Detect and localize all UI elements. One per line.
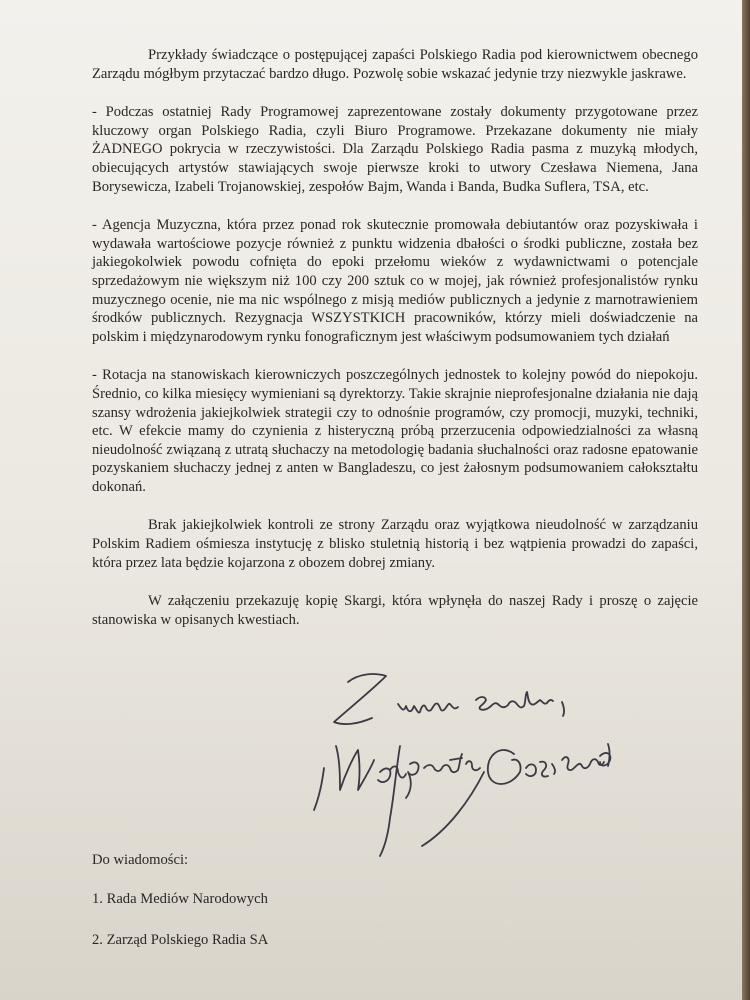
- paragraph-point-1: - Podczas ostatniej Rady Programowej zaprezentowane zostały dokumenty przygotowane przez kluczowy organ Polskiego Radia, czyli Biuro Programowe. Przekazane dokumenty nie miały ŻADNEGO pokrycia w rzeczywistości. Dla Zarządu Polskiego Radia pasma z muzyką młodych, obiecujących artystów stawiających swoje pierwsze kroki to utwory Czesława Niemena, Jana Borysewicza, Izabeli Trojanowskiej, zespołów Bajm, Wanda i Banda, Budka Suflera, TSA, etc.: [92, 104, 698, 195]
- letter-body: [92, 46, 698, 649]
- paragraph-intro: Przykłady świadczące o postępującej zapaści Polskiego Radia pod kierownictwem obecnego Zarządu mógłbym przytaczać bardzo długo. Pozwolę sobie wskazać jedynie trzy niezwykle jaskrawe.: [92, 47, 698, 82]
- cc-title: Do wiadomości:: [92, 852, 189, 868]
- handwritten-signature: [300, 660, 700, 860]
- paragraph-point-2: - Agencja Muzyczna, która przez ponad rok skutecznie promowała debiutantów oraz pozyskiwała i wydawała wartościowe pozycje również z punktu widzenia dbałości o środki publiczne, została bez jakiegokolwiek powodu cofnięta do epoki przełomu wieków z wydawnictwami o potencjale sprzedażowym nie większym niż 100 czy 200 sztuk co w mojej, jak również profesjonalistów rynku muzycznego ocenie, nie ma nic wspólnego z misją mediów publicznych a jedynie z marnotrawieniem środków publicznych. Rezygnacja WSZYSTKICH pracowników, którzy mieli doświadczenie na polskim i międzynarodowym rynku fonograficznym jest właściwym podsumowaniem tych działań: [92, 217, 698, 345]
- paragraph-attachment: W załączeniu przekazuję kopię Skargi, która wpłynęła do naszej Rady i proszę o zajęcie stanowiska w opisanych kwestiach.: [92, 593, 698, 628]
- paragraph-point-3: - Rotacja na stanowiskach kierowniczych poszczególnych jednostek to kolejny powód do niepokoju. Średnio, co kilka miesięcy wymieniani są dyrektorzy. Takie skrajnie nieprofesjonalne działania nie dają szansy wdrożenia jakiejkolwiek strategii czy to odnośnie programów, czy promocji, muzyki, techniki, etc. W efekcie mamy do czynienia z histeryczną próbą przerzucenia odpowiedzialności za własną nieudolność związaną z utratą słuchaczy na metodologię badania słuchalności oraz radosne epatowanie pozyskaniem słuchaczy jednej z anten w Bangladeszu, co jest żałosnym podsumowaniem całokształtu dokonań.: [92, 367, 698, 495]
- cc-item-media-council: 1. Rada Mediów Narodowych: [92, 891, 268, 907]
- background-edge: [742, 0, 750, 1000]
- paragraph-conclusion: Brak jakiejkolwiek kontroli ze strony Zarządu oraz wyjątkowa nieudolność w zarządzaniu Polskim Radiem ośmiesza instytucję z blisko stuletnią historią i bez wątpienia prowadzi do zapaści, która przez lata będzie kojarzona z obozem dobrej zmiany.: [92, 517, 698, 571]
- cc-item-radio-board: 2. Zarząd Polskiego Radia SA: [92, 932, 269, 948]
